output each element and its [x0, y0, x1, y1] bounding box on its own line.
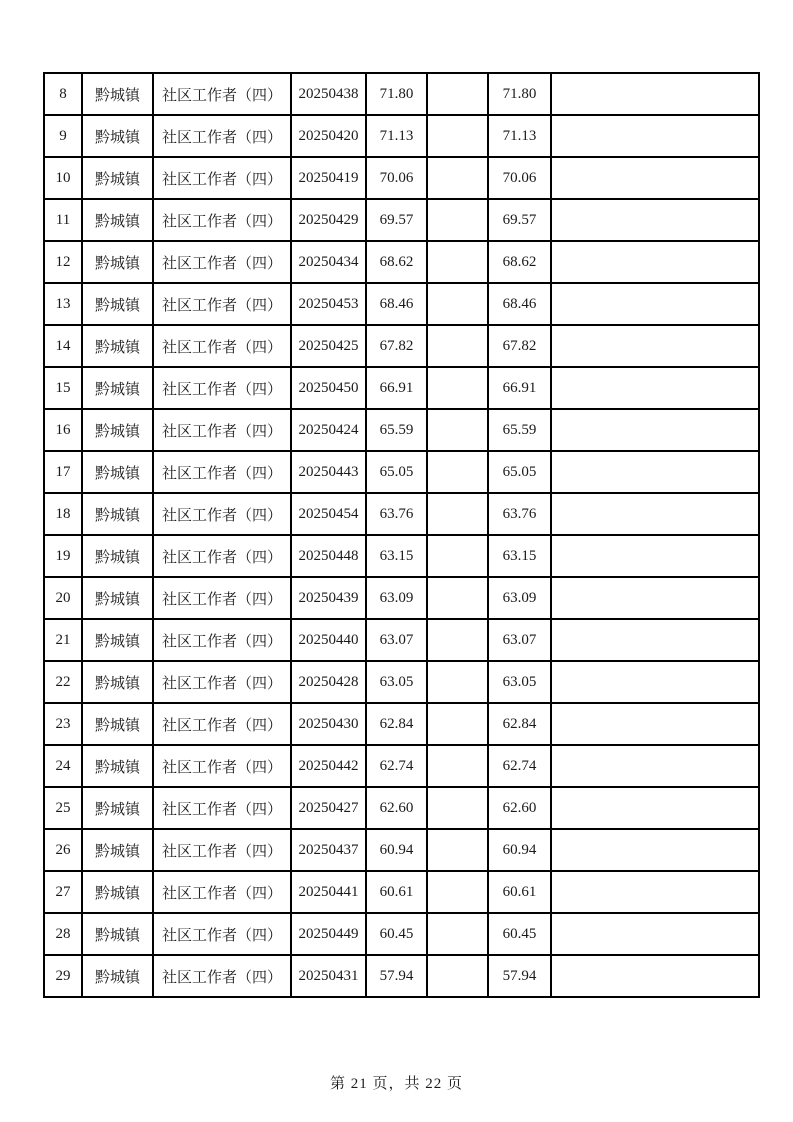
cell-total: 63.76	[488, 493, 551, 535]
table-row	[44, 745, 759, 787]
cell-bonus	[427, 703, 488, 745]
page-footer: 第 21 页，共 22 页	[329, 1076, 463, 1092]
cell-total: 69.57	[488, 199, 551, 241]
cell-bonus	[427, 787, 488, 829]
cell-remark	[551, 325, 759, 367]
cell-no: 24	[44, 745, 82, 787]
cell-bonus	[427, 325, 488, 367]
cell-town: 黔城镇	[82, 409, 153, 451]
cell-total: 71.13	[488, 115, 551, 157]
cell-bonus	[427, 577, 488, 619]
cell-bonus	[427, 829, 488, 871]
table-row	[44, 829, 759, 871]
cell-remark	[551, 745, 759, 787]
cell-remark	[551, 241, 759, 283]
table-row	[44, 871, 759, 913]
cell-exam-no: 20250439	[291, 577, 366, 619]
cell-bonus	[427, 115, 488, 157]
cell-position: 社区工作者（四）	[153, 451, 291, 493]
cell-no: 9	[44, 115, 82, 157]
table-row	[44, 409, 759, 451]
cell-total: 63.05	[488, 661, 551, 703]
cell-town: 黔城镇	[82, 955, 153, 997]
cell-position: 社区工作者（四）	[153, 199, 291, 241]
cell-remark	[551, 451, 759, 493]
results-table	[43, 72, 760, 998]
cell-exam-no: 20250437	[291, 829, 366, 871]
cell-bonus	[427, 913, 488, 955]
table-row	[44, 661, 759, 703]
cell-exam-no: 20250430	[291, 703, 366, 745]
cell-score: 69.57	[366, 199, 427, 241]
cell-exam-no: 20250431	[291, 955, 366, 997]
cell-exam-no: 20250427	[291, 787, 366, 829]
cell-total: 65.59	[488, 409, 551, 451]
cell-bonus	[427, 199, 488, 241]
cell-bonus	[427, 661, 488, 703]
cell-no: 27	[44, 871, 82, 913]
cell-total: 71.80	[488, 73, 551, 115]
cell-exam-no: 20250429	[291, 199, 366, 241]
cell-town: 黔城镇	[82, 535, 153, 577]
cell-score: 63.76	[366, 493, 427, 535]
cell-total: 57.94	[488, 955, 551, 997]
cell-exam-no: 20250424	[291, 409, 366, 451]
cell-no: 13	[44, 283, 82, 325]
cell-position: 社区工作者（四）	[153, 829, 291, 871]
cell-remark	[551, 199, 759, 241]
cell-exam-no: 20250450	[291, 367, 366, 409]
cell-score: 60.45	[366, 913, 427, 955]
cell-no: 16	[44, 409, 82, 451]
cell-bonus	[427, 619, 488, 661]
cell-score: 60.61	[366, 871, 427, 913]
cell-town: 黔城镇	[82, 913, 153, 955]
cell-bonus	[427, 955, 488, 997]
cell-bonus	[427, 283, 488, 325]
cell-remark	[551, 367, 759, 409]
cell-no: 20	[44, 577, 82, 619]
cell-no: 22	[44, 661, 82, 703]
cell-score: 70.06	[366, 157, 427, 199]
cell-total: 67.82	[488, 325, 551, 367]
cell-exam-no: 20250419	[291, 157, 366, 199]
table-row	[44, 367, 759, 409]
cell-town: 黔城镇	[82, 451, 153, 493]
table-row	[44, 325, 759, 367]
cell-exam-no: 20250440	[291, 619, 366, 661]
cell-town: 黔城镇	[82, 73, 153, 115]
table-row	[44, 241, 759, 283]
cell-remark	[551, 913, 759, 955]
cell-score: 67.82	[366, 325, 427, 367]
cell-position: 社区工作者（四）	[153, 787, 291, 829]
table-row	[44, 199, 759, 241]
cell-town: 黔城镇	[82, 661, 153, 703]
cell-exam-no: 20250441	[291, 871, 366, 913]
cell-position: 社区工作者（四）	[153, 703, 291, 745]
cell-total: 66.91	[488, 367, 551, 409]
cell-total: 60.45	[488, 913, 551, 955]
cell-bonus	[427, 871, 488, 913]
cell-no: 11	[44, 199, 82, 241]
table-row	[44, 955, 759, 997]
cell-total: 62.74	[488, 745, 551, 787]
cell-total: 60.94	[488, 829, 551, 871]
table-row	[44, 157, 759, 199]
cell-exam-no: 20250438	[291, 73, 366, 115]
table-row	[44, 73, 759, 115]
cell-no: 18	[44, 493, 82, 535]
cell-no: 12	[44, 241, 82, 283]
cell-position: 社区工作者（四）	[153, 619, 291, 661]
cell-no: 17	[44, 451, 82, 493]
cell-position: 社区工作者（四）	[153, 745, 291, 787]
table-row	[44, 787, 759, 829]
cell-town: 黔城镇	[82, 283, 153, 325]
cell-town: 黔城镇	[82, 367, 153, 409]
cell-position: 社区工作者（四）	[153, 367, 291, 409]
cell-remark	[551, 493, 759, 535]
cell-exam-no: 20250425	[291, 325, 366, 367]
table-row	[44, 703, 759, 745]
cell-remark	[551, 871, 759, 913]
cell-bonus	[427, 451, 488, 493]
table-row	[44, 493, 759, 535]
cell-bonus	[427, 745, 488, 787]
table-row	[44, 115, 759, 157]
cell-position: 社区工作者（四）	[153, 157, 291, 199]
cell-no: 21	[44, 619, 82, 661]
cell-position: 社区工作者（四）	[153, 535, 291, 577]
cell-no: 8	[44, 73, 82, 115]
cell-total: 68.62	[488, 241, 551, 283]
cell-town: 黔城镇	[82, 703, 153, 745]
cell-total: 62.84	[488, 703, 551, 745]
table-row	[44, 283, 759, 325]
cell-score: 68.62	[366, 241, 427, 283]
cell-position: 社区工作者（四）	[153, 283, 291, 325]
cell-town: 黔城镇	[82, 577, 153, 619]
cell-score: 63.05	[366, 661, 427, 703]
cell-score: 60.94	[366, 829, 427, 871]
cell-score: 62.74	[366, 745, 427, 787]
cell-town: 黔城镇	[82, 871, 153, 913]
cell-no: 29	[44, 955, 82, 997]
cell-exam-no: 20250448	[291, 535, 366, 577]
cell-remark	[551, 619, 759, 661]
cell-exam-no: 20250428	[291, 661, 366, 703]
cell-no: 23	[44, 703, 82, 745]
cell-exam-no: 20250454	[291, 493, 366, 535]
cell-exam-no: 20250453	[291, 283, 366, 325]
cell-score: 63.15	[366, 535, 427, 577]
cell-exam-no: 20250442	[291, 745, 366, 787]
cell-total: 65.05	[488, 451, 551, 493]
table-row	[44, 913, 759, 955]
cell-remark	[551, 73, 759, 115]
cell-remark	[551, 115, 759, 157]
cell-town: 黔城镇	[82, 619, 153, 661]
cell-remark	[551, 829, 759, 871]
cell-town: 黔城镇	[82, 325, 153, 367]
cell-no: 28	[44, 913, 82, 955]
cell-town: 黔城镇	[82, 787, 153, 829]
cell-remark	[551, 577, 759, 619]
cell-exam-no: 20250443	[291, 451, 366, 493]
cell-remark	[551, 409, 759, 451]
cell-score: 71.80	[366, 73, 427, 115]
cell-exam-no: 20250434	[291, 241, 366, 283]
cell-position: 社区工作者（四）	[153, 241, 291, 283]
cell-bonus	[427, 241, 488, 283]
cell-total: 68.46	[488, 283, 551, 325]
cell-total: 60.61	[488, 871, 551, 913]
cell-score: 71.13	[366, 115, 427, 157]
cell-town: 黔城镇	[82, 199, 153, 241]
cell-remark	[551, 787, 759, 829]
cell-position: 社区工作者（四）	[153, 913, 291, 955]
cell-bonus	[427, 367, 488, 409]
cell-position: 社区工作者（四）	[153, 73, 291, 115]
cell-score: 62.60	[366, 787, 427, 829]
results-table-body	[44, 73, 759, 997]
cell-remark	[551, 535, 759, 577]
cell-no: 10	[44, 157, 82, 199]
cell-no: 25	[44, 787, 82, 829]
cell-score: 65.59	[366, 409, 427, 451]
cell-position: 社区工作者（四）	[153, 955, 291, 997]
cell-bonus	[427, 409, 488, 451]
table-row	[44, 451, 759, 493]
cell-bonus	[427, 73, 488, 115]
cell-remark	[551, 157, 759, 199]
cell-score: 66.91	[366, 367, 427, 409]
cell-score: 57.94	[366, 955, 427, 997]
cell-position: 社区工作者（四）	[153, 871, 291, 913]
cell-total: 63.07	[488, 619, 551, 661]
cell-position: 社区工作者（四）	[153, 325, 291, 367]
cell-town: 黔城镇	[82, 493, 153, 535]
cell-no: 15	[44, 367, 82, 409]
cell-score: 65.05	[366, 451, 427, 493]
cell-exam-no: 20250449	[291, 913, 366, 955]
cell-position: 社区工作者（四）	[153, 493, 291, 535]
table-row	[44, 535, 759, 577]
cell-bonus	[427, 535, 488, 577]
cell-exam-no: 20250420	[291, 115, 366, 157]
cell-total: 63.15	[488, 535, 551, 577]
table-row	[44, 577, 759, 619]
cell-remark	[551, 703, 759, 745]
cell-remark	[551, 955, 759, 997]
cell-score: 63.07	[366, 619, 427, 661]
cell-position: 社区工作者（四）	[153, 115, 291, 157]
cell-no: 26	[44, 829, 82, 871]
cell-bonus	[427, 493, 488, 535]
cell-score: 63.09	[366, 577, 427, 619]
cell-town: 黔城镇	[82, 241, 153, 283]
table-row	[44, 619, 759, 661]
cell-remark	[551, 661, 759, 703]
cell-town: 黔城镇	[82, 157, 153, 199]
cell-town: 黔城镇	[82, 115, 153, 157]
cell-total: 70.06	[488, 157, 551, 199]
cell-no: 19	[44, 535, 82, 577]
cell-no: 14	[44, 325, 82, 367]
cell-position: 社区工作者（四）	[153, 577, 291, 619]
cell-remark	[551, 283, 759, 325]
cell-bonus	[427, 157, 488, 199]
cell-position: 社区工作者（四）	[153, 661, 291, 703]
cell-total: 63.09	[488, 577, 551, 619]
cell-town: 黔城镇	[82, 745, 153, 787]
cell-position: 社区工作者（四）	[153, 409, 291, 451]
cell-score: 62.84	[366, 703, 427, 745]
cell-total: 62.60	[488, 787, 551, 829]
cell-score: 68.46	[366, 283, 427, 325]
cell-town: 黔城镇	[82, 829, 153, 871]
